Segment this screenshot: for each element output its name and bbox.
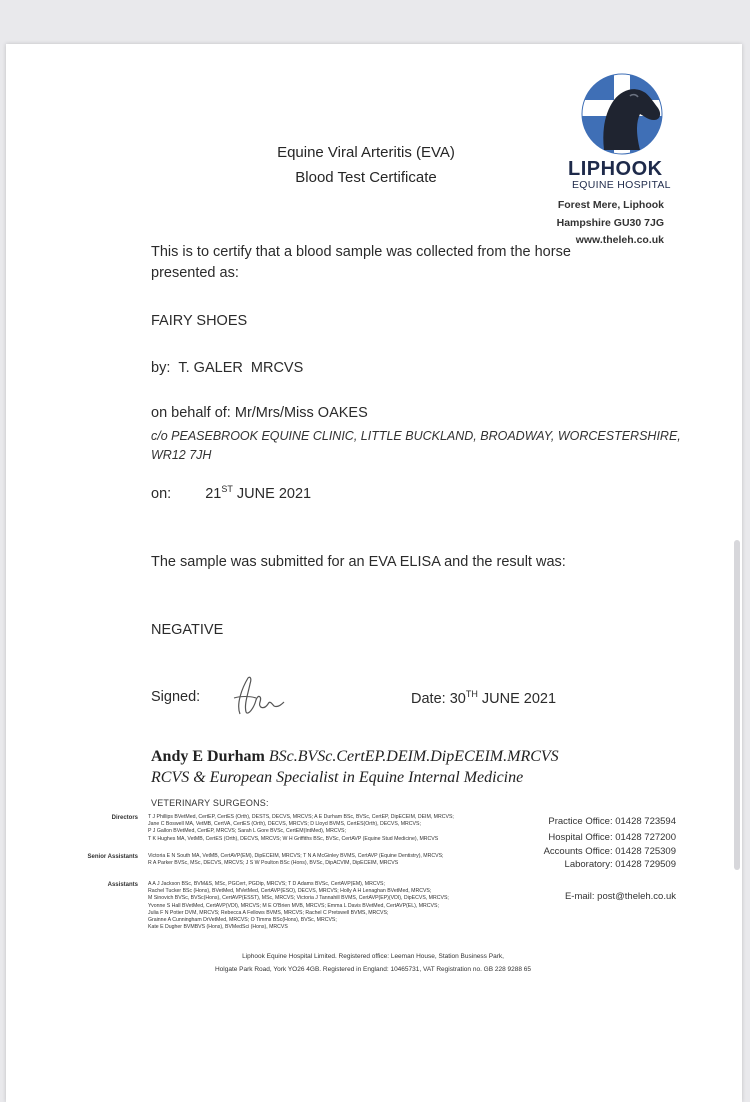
assistants-line: Julia F N Potier DVM, MRCVS; Rebecca A Fellows BVMS, MRCVS; Rachel C Pretswell BVMS, MRCVS; [148,909,389,916]
by-label: by: [151,360,171,376]
accounts-office: Accounts Office: 01428 725309 [543,846,676,857]
assistants-line: Grainne A Cunningham DrVetMed, MRCVS; O Timms BSc(Hons), BVSc, MRCVS; [148,917,337,924]
assistants-line: Yvonne S Hall BVetMed, CertAVP(VDI), MRCVS; M E O'Brien MVB, MRCVS; Emma L Davis BVetMed, CertAVP(EL), MRCVS; [148,902,439,909]
assistants-line: Rachel Tucker BSc (Hons), BVetMed, MVetMed, CertAVP(ESO), DECVS, MRCVS; Holly A H Lenaghan BVetMed, MRCVS; [148,888,432,895]
on-label: on: [151,485,172,502]
scrollbar[interactable] [734,540,740,870]
address-line1: Forest Mere, Liphook [557,199,664,211]
signatory-line [151,748,559,766]
date-day: 30 [449,690,466,707]
intro-line1: This is to certify that a blood sample was collected from the horse [151,244,571,260]
behalf-label: on behalf of: [151,405,231,421]
email-contact: E-mail: post@theleh.co.uk [564,891,676,902]
logo-subtitle: EQUINE HOSPITAL [572,179,671,191]
certificate-page [6,44,742,1102]
assistants-line: A A J Jackson BSc, BVM&S, MSc, PGCert, PGDip, MRCVS; T D Adams BVSc, CertAVP(EM), MRCVS; [148,881,385,887]
care-of-line1: c/o PEASEBROOK EQUINE CLINIC, LITTLE BUCKLAND, BROADWAY, WORCESTERSHIRE, [151,429,681,443]
behalf-row [151,405,368,421]
directors-line: P J Gallon BVetMed, CertEP, MRCVS; Sarah L Gore BVSc, CertEM(IntMed), MRCVS; [148,828,346,835]
on-rest: JUNE 2021 [236,485,312,502]
signatory-role: RCVS & European Specialist in Equine Internal Medicine [151,769,524,786]
senior-line: R A Parker BVSc, MSc, DECVS, MRCVS; J S W Poulton BSc (Hons), BVSc, DipACVIM, DipECEIM, MRCVS [148,860,399,867]
assistants-line: Kate E Dugher BVMBVS (Hons), BVMedSci (Hons), MRCVS [148,924,288,931]
submitted-text: The sample was submitted for an EVA ELISA and the result was: [151,554,566,570]
directors-line: T J Phillips BVetMed, CertEP, CertES (Orth), DESTS, DECVS, MRCVS; A E Durham BSc, BVSc, CertEP, DipECEIM, DEIM, MRCVS; [148,814,454,820]
address-website: www.theleh.co.uk [575,234,664,246]
date-label: Date: [411,690,446,707]
behalf-value: Mr/Mrs/Miss OAKES [234,405,368,421]
on-day: 21 [205,485,222,502]
on-suffix: ST [221,484,233,494]
signatory-name: Andy E Durham [151,748,265,765]
date-row [411,689,556,707]
date-suffix: TH [465,689,478,699]
test-result: NEGATIVE [151,622,224,638]
footer-line2: Holgate Park Road, York YO26 4GB. Registered in England: 10465731, VAT Registration no. GB 228 9288 65 [214,966,532,973]
horse-head-cross-icon [574,66,670,156]
certificate-title-line1: Equine Viral Arteritis (EVA) [277,144,455,161]
footer-line1: Liphook Equine Hospital Limited. Registered office: Leeman House, Station Business Park, [242,953,504,960]
intro-line2: presented as: [151,265,239,281]
date-rest: JUNE 2021 [481,690,557,707]
directors-line: Jane C Boswell MA, VetMB, CertVA, CertES (Orth), DECVS, MRCVS; D Lloyd BVMS, CertES(Orth), DECVS, MRCVS; [148,821,421,828]
senior-line: Victoria E N South MA, VetMB, CertAVP(EM), DipECEIM, MRCVS; T N A McGinley BVMS, CertAVP (Equine Dentistry), MRCVS; [148,853,444,859]
logo-name: LIPHOOK [568,158,663,180]
by-row [151,360,303,376]
handwritten-signature [226,674,286,720]
directors-list [148,814,454,843]
assistants-label: Assistants [107,882,138,888]
assistants-list [148,881,449,931]
signatory-qualifications: BSc.BVSc.CertEP.DEIM.DipECEIM.MRCVS [268,748,559,765]
laboratory: Laboratory: 01428 729509 [564,859,676,870]
certificate-title-line2: Blood Test Certificate [295,169,437,186]
directors-label: Directors [111,815,138,821]
senior-assistants-list [148,853,443,867]
senior-assistants-label: Senior Assistants [87,854,138,860]
care-of-line2: WR12 7JH [151,448,212,462]
by-value: T. GALER MRCVS [178,360,304,376]
surgeons-heading: VETERINARY SURGEONS: [151,798,269,808]
signed-label: Signed: [151,689,201,705]
practice-office: Practice Office: 01428 723594 [548,816,676,827]
horse-name: FAIRY SHOES [151,313,248,329]
assistants-line: M Sinovich BVSc, BVSc(Hons), CertAVP(ESST), MSc, MRCVS; Victoria J Tannahill BVMS, CertAVP(EP)(VDI), DipECVS, MRCVS; [148,895,449,902]
on-date-row [151,484,311,502]
directors-line: T K Hughes MA, VetMB, CertES (Orth), DECVS, MRCVS; W H Griffiths BSc, BVSc, CertAVP (Equine Stud Medicine), MRCVS [148,835,439,842]
address-line2: Hampshire GU30 7JG [556,217,664,229]
hospital-office: Hospital Office: 01428 727200 [548,832,676,843]
